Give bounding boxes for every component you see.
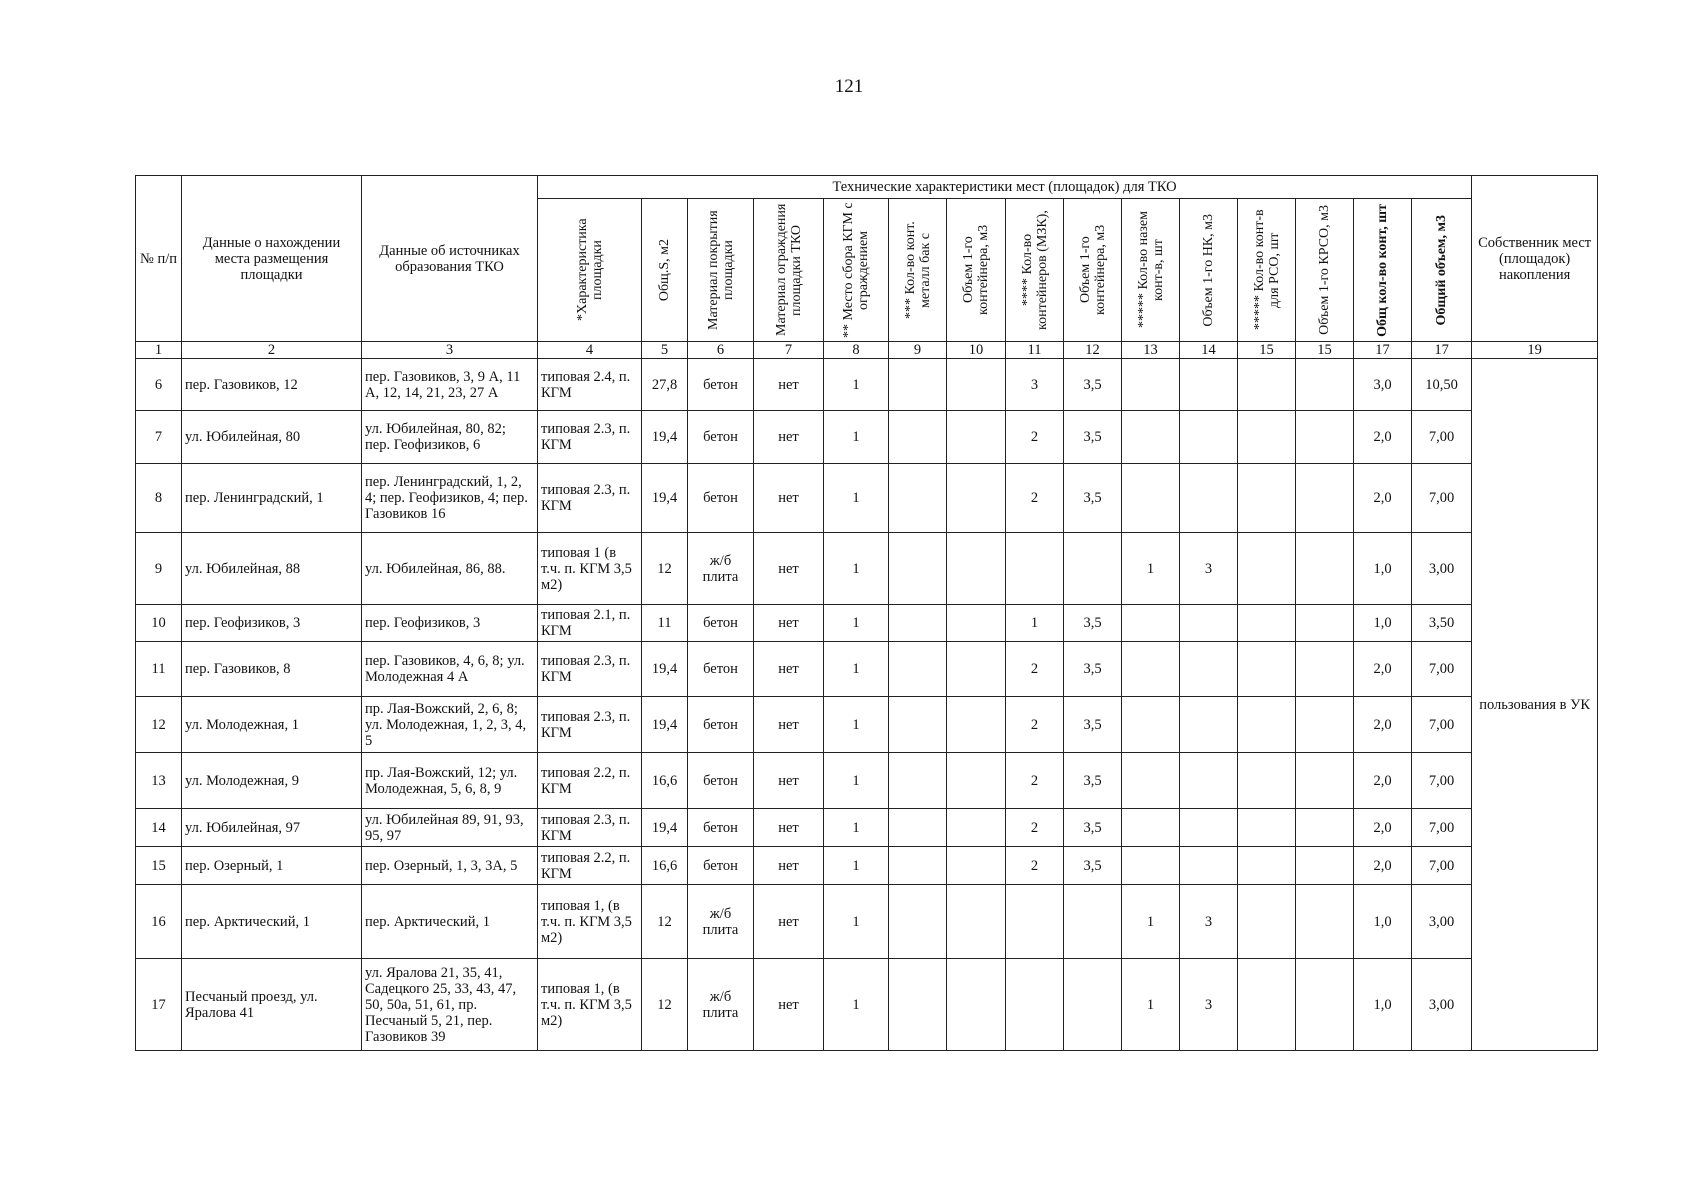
total-volume-cell: 7,00 [1412, 642, 1472, 697]
header-col-12 [1064, 199, 1122, 342]
location-cell: пер. Газовиков, 8 [182, 642, 362, 697]
table-row [136, 605, 1598, 642]
metal-bin-count-cell [889, 411, 947, 464]
container-volume-cell: 3,5 [1064, 411, 1122, 464]
container-volume-cell: 3,5 [1064, 464, 1122, 533]
table-row [136, 359, 1598, 411]
ground-container-volume-cell: 3 [1180, 533, 1238, 605]
table-row [136, 464, 1598, 533]
container-volume-cell: 3,5 [1064, 642, 1122, 697]
sources-cell: пер. Арктический, 1 [362, 885, 538, 959]
header-num: № п/п [136, 176, 182, 342]
cover-cell: ж/б плита [688, 885, 754, 959]
total-volume-cell: 3,00 [1412, 885, 1472, 959]
type-cell: типовая 1 (в т.ч. п. КГМ 3,5 м2) [538, 533, 642, 605]
total-volume-cell: 7,00 [1412, 809, 1472, 847]
area-cell: 19,4 [642, 809, 688, 847]
ground-container-volume-cell [1180, 697, 1238, 753]
row-number: 14 [136, 809, 182, 847]
header-col-7 [754, 199, 824, 342]
metal-bin-count-cell [889, 642, 947, 697]
total-count-cell: 2,0 [1354, 847, 1412, 885]
metal-bin-volume-cell [947, 464, 1006, 533]
container-volume-cell: 3,5 [1064, 697, 1122, 753]
fence-cell: нет [754, 533, 824, 605]
area-cell: 16,6 [642, 753, 688, 809]
header-col-label: Материал покрытия площадки [705, 210, 736, 330]
area-cell: 19,4 [642, 642, 688, 697]
metal-bin-volume-cell [947, 959, 1006, 1051]
total-volume-cell: 3,00 [1412, 959, 1472, 1051]
cover-cell: бетон [688, 753, 754, 809]
rso-container-volume-cell [1296, 359, 1354, 411]
container-volume-cell [1064, 885, 1122, 959]
rso-container-count-cell [1238, 411, 1296, 464]
column-number: 9 [889, 342, 947, 359]
rso-container-volume-cell [1296, 464, 1354, 533]
container-volume-cell [1064, 959, 1122, 1051]
rso-container-count-cell [1238, 697, 1296, 753]
container-volume-cell: 3,5 [1064, 605, 1122, 642]
kgm-cell: 1 [824, 753, 889, 809]
type-cell: типовая 2.3, п. КГМ [538, 411, 642, 464]
area-cell: 19,4 [642, 697, 688, 753]
column-number: 15 [1238, 342, 1296, 359]
metal-bin-volume-cell [947, 533, 1006, 605]
rso-container-volume-cell [1296, 809, 1354, 847]
container-count-cell: 2 [1006, 697, 1064, 753]
header-col-11 [1006, 199, 1064, 342]
total-count-cell: 1,0 [1354, 605, 1412, 642]
owner-cell: пользования в УК [1472, 359, 1598, 1051]
sources-cell: пер. Газовиков, 3, 9 А, 11 А, 12, 14, 21, 23, 27 А [362, 359, 538, 411]
header-col-4 [538, 199, 642, 342]
header-tech-title: Технические характеристики мест (площадок) для ТКО [538, 176, 1472, 199]
header-col-label: Общ.S, м2 [657, 238, 672, 302]
metal-bin-volume-cell [947, 753, 1006, 809]
cover-cell: ж/б плита [688, 959, 754, 1051]
header-location: Данные о нахождении места размещения площадки [182, 176, 362, 342]
cover-cell: бетон [688, 697, 754, 753]
header-col-5 [642, 199, 688, 342]
sources-cell: пер. Ленинградский, 1, 2, 4; пер. Геофизиков, 4; пер. Газовиков 16 [362, 464, 538, 533]
header-col-9 [889, 199, 947, 342]
table-row [136, 809, 1598, 847]
container-volume-cell: 3,5 [1064, 753, 1122, 809]
area-cell: 12 [642, 959, 688, 1051]
row-number: 7 [136, 411, 182, 464]
fence-cell: нет [754, 959, 824, 1051]
metal-bin-count-cell [889, 809, 947, 847]
ground-container-count-cell: 1 [1122, 959, 1180, 1051]
area-cell: 11 [642, 605, 688, 642]
table-row [136, 753, 1598, 809]
location-cell: пер. Геофизиков, 3 [182, 605, 362, 642]
kgm-cell: 1 [824, 697, 889, 753]
row-number: 12 [136, 697, 182, 753]
rso-container-count-cell [1238, 753, 1296, 809]
metal-bin-count-cell [889, 753, 947, 809]
ground-container-volume-cell [1180, 605, 1238, 642]
fence-cell: нет [754, 753, 824, 809]
kgm-cell: 1 [824, 847, 889, 885]
container-count-cell [1006, 885, 1064, 959]
container-count-cell: 3 [1006, 359, 1064, 411]
row-number: 17 [136, 959, 182, 1051]
column-number: 6 [688, 342, 754, 359]
kgm-cell: 1 [824, 809, 889, 847]
total-volume-cell: 10,50 [1412, 359, 1472, 411]
type-cell: типовая 2.3, п. КГМ [538, 464, 642, 533]
area-cell: 27,8 [642, 359, 688, 411]
column-number: 12 [1064, 342, 1122, 359]
total-volume-cell: 7,00 [1412, 847, 1472, 885]
sources-cell: пер. Газовиков, 4, 6, 8; ул. Молодежная 4 А [362, 642, 538, 697]
cover-cell: бетон [688, 359, 754, 411]
header-col-13 [1122, 199, 1180, 342]
metal-bin-volume-cell [947, 605, 1006, 642]
rso-container-count-cell [1238, 605, 1296, 642]
sources-cell: ул. Яралова 21, 35, 41, Садецкого 25, 33, 43, 47, 50, 50а, 51, 61, пр. Песчаный 5, 21, пер. Газовиков 39 [362, 959, 538, 1051]
container-count-cell: 2 [1006, 809, 1064, 847]
kgm-cell: 1 [824, 959, 889, 1051]
ground-container-volume-cell [1180, 359, 1238, 411]
column-number: 2 [182, 342, 362, 359]
total-volume-cell: 7,00 [1412, 697, 1472, 753]
sources-cell: ул. Юбилейная, 80, 82; пер. Геофизиков, 6 [362, 411, 538, 464]
container-count-cell [1006, 533, 1064, 605]
kgm-cell: 1 [824, 605, 889, 642]
ground-container-volume-cell: 3 [1180, 885, 1238, 959]
type-cell: типовая 1, (в т.ч. п. КГМ 3,5 м2) [538, 959, 642, 1051]
header-col-label: Материал ограждения площадки ТКО [773, 203, 804, 337]
container-volume-cell: 3,5 [1064, 809, 1122, 847]
metal-bin-volume-cell [947, 642, 1006, 697]
cover-cell: бетон [688, 809, 754, 847]
location-cell: пер. Газовиков, 12 [182, 359, 362, 411]
column-number: 17 [1412, 342, 1472, 359]
container-count-cell: 2 [1006, 847, 1064, 885]
sources-cell: пер. Геофизиков, 3 [362, 605, 538, 642]
column-number: 3 [362, 342, 538, 359]
metal-bin-volume-cell [947, 359, 1006, 411]
metal-bin-count-cell [889, 464, 947, 533]
container-count-cell [1006, 959, 1064, 1051]
column-number: 5 [642, 342, 688, 359]
page-number: 121 [834, 76, 864, 97]
ground-container-volume-cell [1180, 753, 1238, 809]
location-cell: Песчаный проезд, ул. Яралова 41 [182, 959, 362, 1051]
rso-container-volume-cell [1296, 885, 1354, 959]
total-count-cell: 3,0 [1354, 359, 1412, 411]
rso-container-count-cell [1238, 533, 1296, 605]
cover-cell: ж/б плита [688, 533, 754, 605]
column-number: 13 [1122, 342, 1180, 359]
metal-bin-volume-cell [947, 411, 1006, 464]
header-col-label: ***** Кол-во конт-в для РСО, шт [1251, 209, 1282, 331]
ground-container-count-cell [1122, 359, 1180, 411]
cover-cell: бетон [688, 605, 754, 642]
total-count-cell: 2,0 [1354, 642, 1412, 697]
column-number: 14 [1180, 342, 1238, 359]
ground-container-count-cell [1122, 411, 1180, 464]
table-row [136, 642, 1598, 697]
fence-cell: нет [754, 697, 824, 753]
fence-cell: нет [754, 642, 824, 697]
row-number: 8 [136, 464, 182, 533]
kgm-cell: 1 [824, 533, 889, 605]
cover-cell: бетон [688, 464, 754, 533]
location-cell: ул. Молодежная, 1 [182, 697, 362, 753]
row-number: 13 [136, 753, 182, 809]
table-row [136, 697, 1598, 753]
ground-container-volume-cell [1180, 809, 1238, 847]
container-count-cell: 2 [1006, 642, 1064, 697]
total-volume-cell: 3,50 [1412, 605, 1472, 642]
metal-bin-count-cell [889, 885, 947, 959]
ground-container-count-cell [1122, 697, 1180, 753]
total-volume-cell: 3,00 [1412, 533, 1472, 605]
table-row [136, 847, 1598, 885]
total-count-cell: 1,0 [1354, 959, 1412, 1051]
table-row [136, 533, 1598, 605]
sources-cell: пер. Озерный, 1, 3, 3А, 5 [362, 847, 538, 885]
column-number: 17 [1354, 342, 1412, 359]
metal-bin-count-cell [889, 533, 947, 605]
table-row [136, 885, 1598, 959]
row-number: 9 [136, 533, 182, 605]
ground-container-count-cell [1122, 809, 1180, 847]
area-cell: 19,4 [642, 411, 688, 464]
container-count-cell: 2 [1006, 753, 1064, 809]
fence-cell: нет [754, 605, 824, 642]
fence-cell: нет [754, 885, 824, 959]
rso-container-volume-cell [1296, 605, 1354, 642]
container-volume-cell [1064, 533, 1122, 605]
sources-cell: ул. Юбилейная, 86, 88. [362, 533, 538, 605]
total-count-cell: 2,0 [1354, 809, 1412, 847]
rso-container-volume-cell [1296, 753, 1354, 809]
rso-container-count-cell [1238, 809, 1296, 847]
row-number: 15 [136, 847, 182, 885]
metal-bin-volume-cell [947, 847, 1006, 885]
location-cell: ул. Молодежная, 9 [182, 753, 362, 809]
area-cell: 19,4 [642, 464, 688, 533]
cover-cell: бетон [688, 411, 754, 464]
location-cell: пер. Ленинградский, 1 [182, 464, 362, 533]
kgm-cell: 1 [824, 464, 889, 533]
metal-bin-count-cell [889, 697, 947, 753]
column-number: 1 [136, 342, 182, 359]
header-col-15 [1238, 199, 1296, 342]
ground-container-count-cell [1122, 605, 1180, 642]
fence-cell: нет [754, 464, 824, 533]
type-cell: типовая 2.1, п. КГМ [538, 605, 642, 642]
rso-container-volume-cell [1296, 847, 1354, 885]
column-number: 19 [1472, 342, 1598, 359]
rso-container-volume-cell [1296, 411, 1354, 464]
registry-table [135, 175, 1598, 1051]
rso-container-volume-cell [1296, 642, 1354, 697]
location-cell: ул. Юбилейная, 88 [182, 533, 362, 605]
column-number: 8 [824, 342, 889, 359]
column-number: 4 [538, 342, 642, 359]
total-volume-cell: 7,00 [1412, 411, 1472, 464]
cover-cell: бетон [688, 642, 754, 697]
rso-container-count-cell [1238, 359, 1296, 411]
type-cell: типовая 2.3, п. КГМ [538, 642, 642, 697]
ground-container-volume-cell: 3 [1180, 959, 1238, 1051]
rso-container-count-cell [1238, 885, 1296, 959]
area-cell: 12 [642, 533, 688, 605]
type-cell: типовая 1, (в т.ч. п. КГМ 3,5 м2) [538, 885, 642, 959]
header-col-14 [1180, 199, 1238, 342]
location-cell: ул. Юбилейная, 97 [182, 809, 362, 847]
fence-cell: нет [754, 411, 824, 464]
ground-container-count-cell [1122, 642, 1180, 697]
header-col-label: **** Кол-во контейнеров (МЗК), [1019, 210, 1050, 330]
total-count-cell: 2,0 [1354, 753, 1412, 809]
metal-bin-count-cell [889, 847, 947, 885]
rso-container-volume-cell [1296, 697, 1354, 753]
fence-cell: нет [754, 809, 824, 847]
rso-container-count-cell [1238, 959, 1296, 1051]
total-volume-cell: 7,00 [1412, 753, 1472, 809]
column-number: 11 [1006, 342, 1064, 359]
ground-container-count-cell [1122, 464, 1180, 533]
header-col-label: Объем 1-го КРСО, м3 [1317, 205, 1332, 335]
header-col-label: Общий объем, м3 [1434, 214, 1450, 326]
metal-bin-count-cell [889, 605, 947, 642]
total-count-cell: 2,0 [1354, 464, 1412, 533]
metal-bin-volume-cell [947, 697, 1006, 753]
total-count-cell: 1,0 [1354, 533, 1412, 605]
kgm-cell: 1 [824, 411, 889, 464]
metal-bin-volume-cell [947, 809, 1006, 847]
cover-cell: бетон [688, 847, 754, 885]
type-cell: типовая 2.2, п. КГМ [538, 847, 642, 885]
table-row [136, 959, 1598, 1051]
area-cell: 12 [642, 885, 688, 959]
sources-cell: пр. Лая-Вожский, 12; ул. Молодежная, 5, 6, 8, 9 [362, 753, 538, 809]
column-number-row [136, 342, 1598, 359]
type-cell: типовая 2.3, п. КГМ [538, 697, 642, 753]
rso-container-volume-cell [1296, 959, 1354, 1051]
ground-container-count-cell [1122, 753, 1180, 809]
header-col-label: *Характеристика площадки [574, 218, 605, 322]
header-col-17 [1354, 199, 1412, 342]
location-cell: ул. Юбилейная, 80 [182, 411, 362, 464]
location-cell: пер. Арктический, 1 [182, 885, 362, 959]
fence-cell: нет [754, 359, 824, 411]
total-volume-cell: 7,00 [1412, 464, 1472, 533]
type-cell: типовая 2.4, п. КГМ [538, 359, 642, 411]
total-count-cell: 2,0 [1354, 697, 1412, 753]
kgm-cell: 1 [824, 885, 889, 959]
rso-container-count-cell [1238, 464, 1296, 533]
column-number: 15 [1296, 342, 1354, 359]
type-cell: типовая 2.2, п. КГМ [538, 753, 642, 809]
ground-container-count-cell: 1 [1122, 885, 1180, 959]
header-col-label: Объем 1-го контейнера, м3 [1077, 224, 1108, 316]
fence-cell: нет [754, 847, 824, 885]
table-body [136, 359, 1598, 1051]
metal-bin-count-cell [889, 359, 947, 411]
header-col-label: *** Кол-во конт. металл бак с [902, 221, 933, 319]
area-cell: 16,6 [642, 847, 688, 885]
header-col-label: Объем 1-го контейнера, м3 [961, 224, 991, 316]
header-col-8 [824, 199, 889, 342]
table-row [136, 411, 1598, 464]
ground-container-count-cell: 1 [1122, 533, 1180, 605]
ground-container-volume-cell [1180, 642, 1238, 697]
ground-container-volume-cell [1180, 464, 1238, 533]
ground-container-volume-cell [1180, 411, 1238, 464]
header-col-10 [947, 199, 1006, 342]
row-number: 6 [136, 359, 182, 411]
sources-cell: пр. Лая-Вожский, 2, 6, 8; ул. Молодежная, 1, 2, 3, 4, 5 [362, 697, 538, 753]
ground-container-volume-cell [1180, 847, 1238, 885]
header-owner: Собственник мест (площадок) накопления [1472, 176, 1598, 342]
location-cell: пер. Озерный, 1 [182, 847, 362, 885]
header-col-6 [688, 199, 754, 342]
container-volume-cell: 3,5 [1064, 847, 1122, 885]
rso-container-count-cell [1238, 642, 1296, 697]
header-col-label: ** Место сбора КГМ с ограждением [841, 202, 871, 338]
type-cell: типовая 2.3, п. КГМ [538, 809, 642, 847]
column-number: 10 [947, 342, 1006, 359]
metal-bin-volume-cell [947, 885, 1006, 959]
column-number: 7 [754, 342, 824, 359]
container-volume-cell: 3,5 [1064, 359, 1122, 411]
row-number: 11 [136, 642, 182, 697]
total-count-cell: 2,0 [1354, 411, 1412, 464]
header-col-18 [1412, 199, 1472, 342]
header-sources: Данные об источниках образования ТКО [362, 176, 538, 342]
kgm-cell: 1 [824, 359, 889, 411]
header-col-label: ***** Кол-во назем конт-в, шт [1135, 211, 1166, 329]
header-col-label: Общ кол-во конт, шт [1375, 203, 1390, 337]
header-col-16 [1296, 199, 1354, 342]
container-count-cell: 2 [1006, 464, 1064, 533]
metal-bin-count-cell [889, 959, 947, 1051]
header-col-label: Объем 1-го НК, м3 [1201, 213, 1216, 327]
total-count-cell: 1,0 [1354, 885, 1412, 959]
container-count-cell: 1 [1006, 605, 1064, 642]
container-count-cell: 2 [1006, 411, 1064, 464]
sources-cell: ул. Юбилейная 89, 91, 93, 95, 97 [362, 809, 538, 847]
row-number: 10 [136, 605, 182, 642]
kgm-cell: 1 [824, 642, 889, 697]
row-number: 16 [136, 885, 182, 959]
ground-container-count-cell [1122, 847, 1180, 885]
rso-container-count-cell [1238, 847, 1296, 885]
rso-container-volume-cell [1296, 533, 1354, 605]
